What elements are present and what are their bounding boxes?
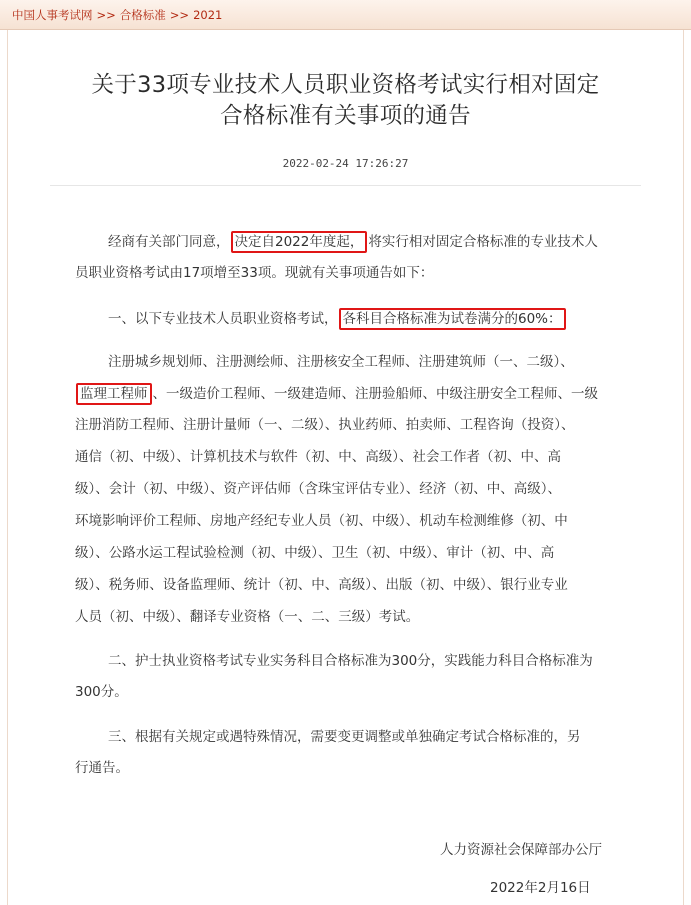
issuer-name: 人力资源社会保障部办公厅 [440, 842, 602, 858]
title-line-1: 关于33项专业技术人员职业资格考试实行相对固定 [91, 72, 600, 98]
page-title [20, 70, 671, 132]
breadcrumb [0, 0, 691, 30]
exam-list-line-7: 级）、公路水运工程试验检测（初、中级）、卫生（初、中级）、审计（初、中、高 [75, 545, 555, 561]
breadcrumb-link-site[interactable]: 中国人事考试网 [12, 7, 93, 22]
paragraph-1-line-1 [75, 232, 598, 252]
paragraph-1-line-2: 员职业资格考试由17项增至33项。现就有关事项通告如下： [75, 265, 434, 281]
text-span: 将实行相对固定合格标准的专业技术人 [368, 234, 598, 250]
text-span: 经商有关部门同意， [108, 234, 230, 250]
breadcrumb-separator: >> [96, 7, 116, 22]
breadcrumb-link-section[interactable]: 合格标准 [119, 7, 166, 22]
exam-list-line-3: 注册消防工程师、注册计量师（一、二级）、执业药师、拍卖师、工程咨询（投资）、 [75, 417, 575, 433]
text-span: 、一级造价工程师、一级建造师、注册验船师、中级注册安全工程师、一级 [152, 386, 598, 402]
title-line-2: 合格标准有关事项的通告 [220, 103, 471, 129]
breadcrumb-separator: >> [169, 7, 190, 22]
exam-list-line-6: 环境影响评价工程师、房地产经纪专业人员（初、中级）、机动车检测维修（初、中 [75, 513, 568, 529]
text-span: 一、以下专业技术人员职业资格考试， [108, 311, 338, 327]
divider [50, 185, 641, 186]
exam-list-line-4: 通信（初、中级）、计算机技术与软件（初、中、高级）、社会工作者（初、中、高 [75, 449, 561, 465]
highlight-box-effective-year: 决定自2022年度起， [231, 231, 368, 253]
paragraph-4-line-2: 行通告。 [75, 760, 129, 776]
breadcrumb-link-year[interactable]: 2021 [193, 7, 223, 22]
exam-list-line-1: 注册城乡规划师、注册测绘师、注册核安全工程师、注册建筑师（一、二级）、 [108, 354, 574, 370]
exam-list-line-8: 级）、税务师、设备监理师、统计（初、中、高级）、出版（初、中级）、银行业专业 [75, 577, 568, 593]
exam-list-line-5: 级）、会计（初、中级）、资产评估师（含珠宝评估专业）、经济（初、中、高级）、 [75, 481, 561, 497]
paragraph-3-line-1: 二、护士执业资格考试专业实务科目合格标准为300分，实践能力科目合格标准为 [108, 653, 593, 669]
paragraph-4-line-1: 三、根据有关规定或遇特殊情况，需要变更调整或单独确定考试合格标准的，另 [108, 729, 581, 745]
publish-timestamp: 2022-02-24 17:26:27 [282, 157, 409, 170]
exam-list-line-9: 人员（初、中级）、翻译专业资格（一、二、三级）考试。 [75, 609, 420, 625]
exam-list-line-2 [75, 384, 598, 404]
paragraph-3-line-2: 300分。 [75, 684, 128, 700]
paragraph-2-line-1 [75, 309, 567, 329]
highlight-box-pass-standard: 各科目合格标准为试卷满分的60%： [339, 308, 566, 330]
issue-date: 2022年2月16日 [490, 880, 591, 896]
highlight-box-supervision-engineer: 监理工程师 [76, 383, 152, 405]
